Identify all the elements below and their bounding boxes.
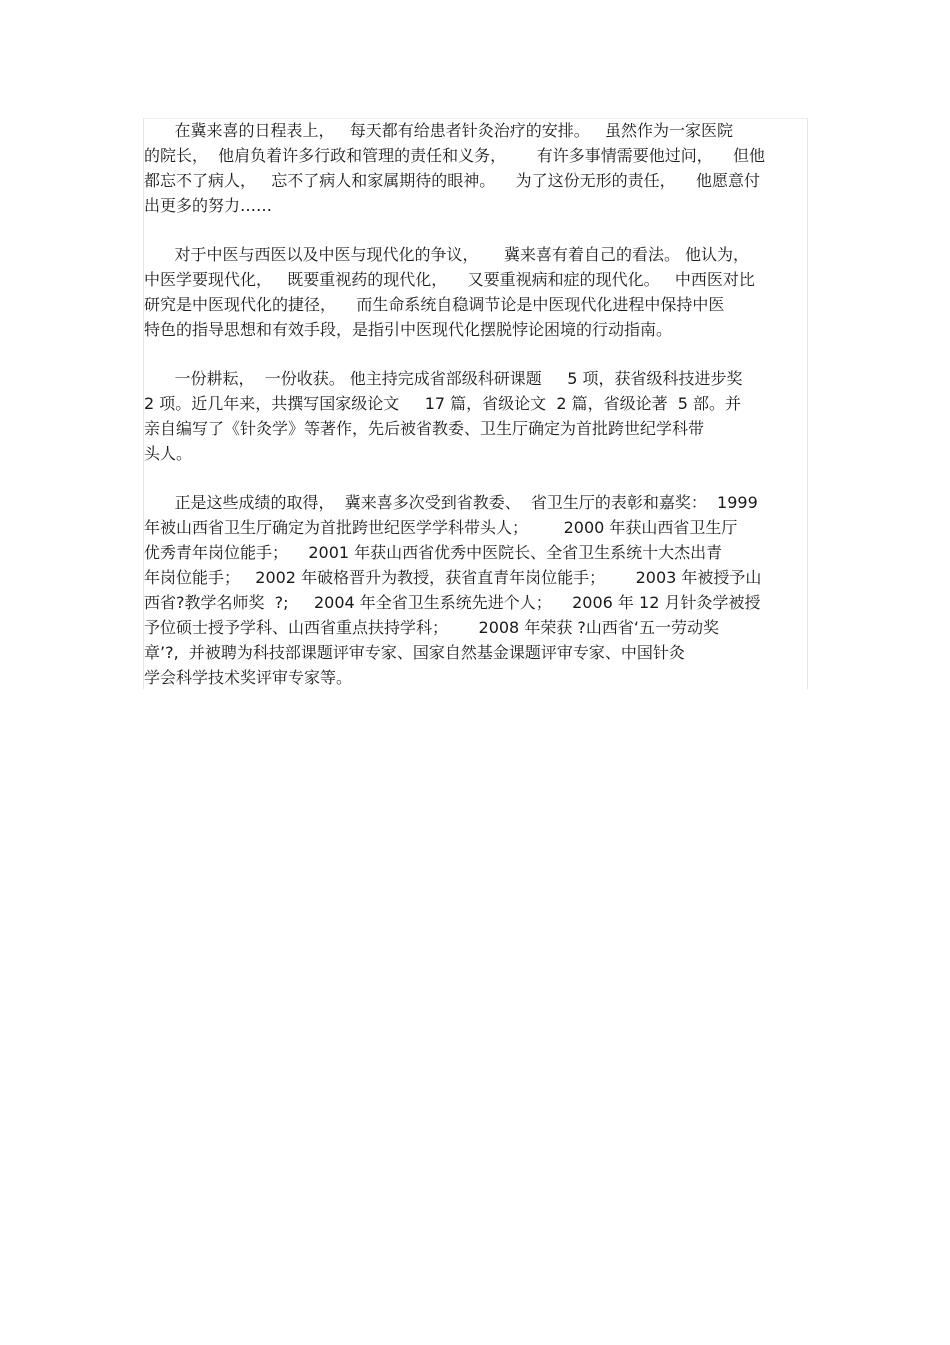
text-line: 特色的指导思想和有效手段，是指引中医现代化摆脱悖论困境的行动指南。 [144,320,673,339]
text-line: 章’?, 并被聘为科技部课题评审专家、国家自然基金课题评审专家、中国针灸 [144,643,685,662]
text-line: 对于中医与西医以及中医与现代化的争议， 冀来喜有着自己的看法。 他认为， [144,245,750,264]
article-body [144,118,812,714]
paragraph-duty [144,118,812,218]
paragraph-achievements [144,366,812,466]
text-line: 在冀来喜的日程表上， 每天都有给患者针灸治疗的安排。 虽然作为一家医院 [144,121,734,140]
paragraph-modernization [144,242,812,342]
text-line: 年岗位能手； 2002 年破格晋升为教授，获省直青年岗位能手； 2003 年被授予山 [144,568,762,587]
text-line: 一份耕耘， 一份收获。 他主持完成省部级科研课题 5 项，获省级科技进步奖 [144,369,743,388]
text-line: 2 项。近几年来，共撰写国家级论文 17 篇，省级论文 2 篇，省级论著 5 部。并 [144,394,742,413]
paragraph-awards [144,490,812,690]
text-line: 出更多的努力…… [144,196,273,215]
text-line: 学会科学技术奖评审专家等。 [144,668,353,687]
text-line: 研究是中医现代化的捷径， 而生命系统自稳调节论是中医现代化进程中保持中医 [144,295,725,314]
text-line: 予位硕士授予学科、山西省重点扶持学科； 2008 年荣获 ?山西省‘五一劳动奖 [144,618,719,637]
text-line: 都忘不了病人， 忘不了病人和家属期待的眼神。 为了这份无形的责任， 他愿意付 [144,171,760,190]
text-line: 亲自编写了《针灸学》等著作，先后被省教委、卫生厅确定为首批跨世纪学科带 [144,419,705,438]
text-line: 的院长， 他肩负着许多行政和管理的责任和义务， 有许多事情需要他过问， 但他 [144,146,766,165]
text-line: 正是这些成绩的取得， 冀来喜多次受到省教委、 省卫生厅的表彰和嘉奖： 1999 [144,493,758,512]
text-line: 优秀青年岗位能手； 2001 年获山西省优秀中医院长、全省卫生系统十大杰出青 [144,543,723,562]
text-line: 中医学要现代化， 既要重视药的现代化， 又要重视病和症的现代化。 中西医对比 [144,270,755,289]
text-line: 头人。 [144,444,193,463]
text-line: 西省?教学名师奖 ?; 2004 年全省卫生系统先进个人； 2006 年 12 月针灸学被授 [144,593,761,612]
text-line: 年被山西省卫生厅确定为首批跨世纪医学学科带头人； 2000 年获山西省卫生厅 [144,518,738,537]
